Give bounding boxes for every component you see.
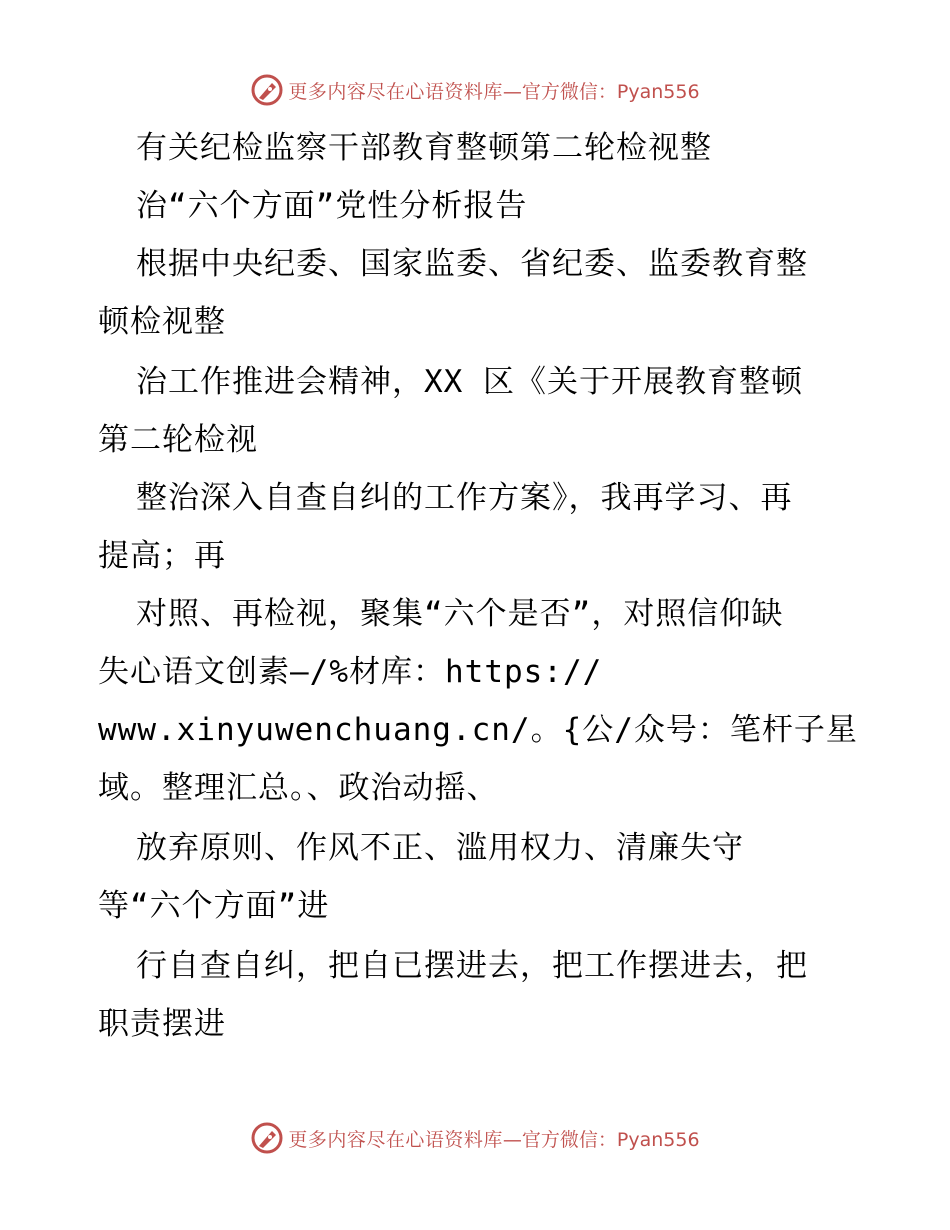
banner-contact: —官方微信：Pyan556 — [502, 1128, 700, 1151]
paragraph-line: 治工作推进会精神，XX 区《关于开展教育整顿 — [136, 364, 803, 400]
paragraph-line: 域。整理汇总。、政治动摇、 — [98, 770, 499, 806]
paragraph-line: 行自查自纠，把自已摆进去，把工作摆进去，把 — [136, 948, 808, 984]
paragraph-line: www.xinyuwenchuang.cn/。{公/众号：笔杆子星 — [98, 712, 858, 748]
banner-contact: —官方微信：Pyan556 — [502, 80, 700, 103]
header-banner — [0, 70, 950, 110]
paragraph-line: 失心语文创素—/%材库：https:// — [98, 654, 603, 690]
pen-nib-logo-icon — [250, 73, 284, 107]
paragraph-line: 对照、再检视，聚集“六个是否”，对照信仰缺 — [136, 596, 784, 632]
paragraph-line: 职责摆进 — [98, 1006, 226, 1042]
title-line-2: 治“六个方面”党性分析报告 — [136, 188, 528, 224]
paragraph-line: 根据中央纪委、国家监委、省纪委、监委教育整 — [136, 246, 808, 282]
title-line-1: 有关纪检监察干部教育整顿第二轮检视整 — [136, 130, 712, 166]
paragraph-line: 提高；再 — [98, 538, 226, 574]
paragraph-line: 整治深入自查自纠的工作方案》，我再学习、再 — [136, 480, 793, 516]
banner-text: 更多内容尽在心语资料库 — [288, 1128, 503, 1151]
pen-nib-logo-icon — [250, 1121, 284, 1155]
paragraph-line: 放弃原则、作风不正、滥用权力、清廉失守 — [136, 830, 744, 866]
footer-banner — [0, 1118, 950, 1158]
paragraph-line: 第二轮检视 — [98, 422, 258, 458]
banner-text: 更多内容尽在心语资料库 — [288, 80, 503, 103]
paragraph-line: 顿检视整 — [98, 304, 226, 340]
paragraph-line: 等“六个方面”进 — [98, 888, 330, 924]
